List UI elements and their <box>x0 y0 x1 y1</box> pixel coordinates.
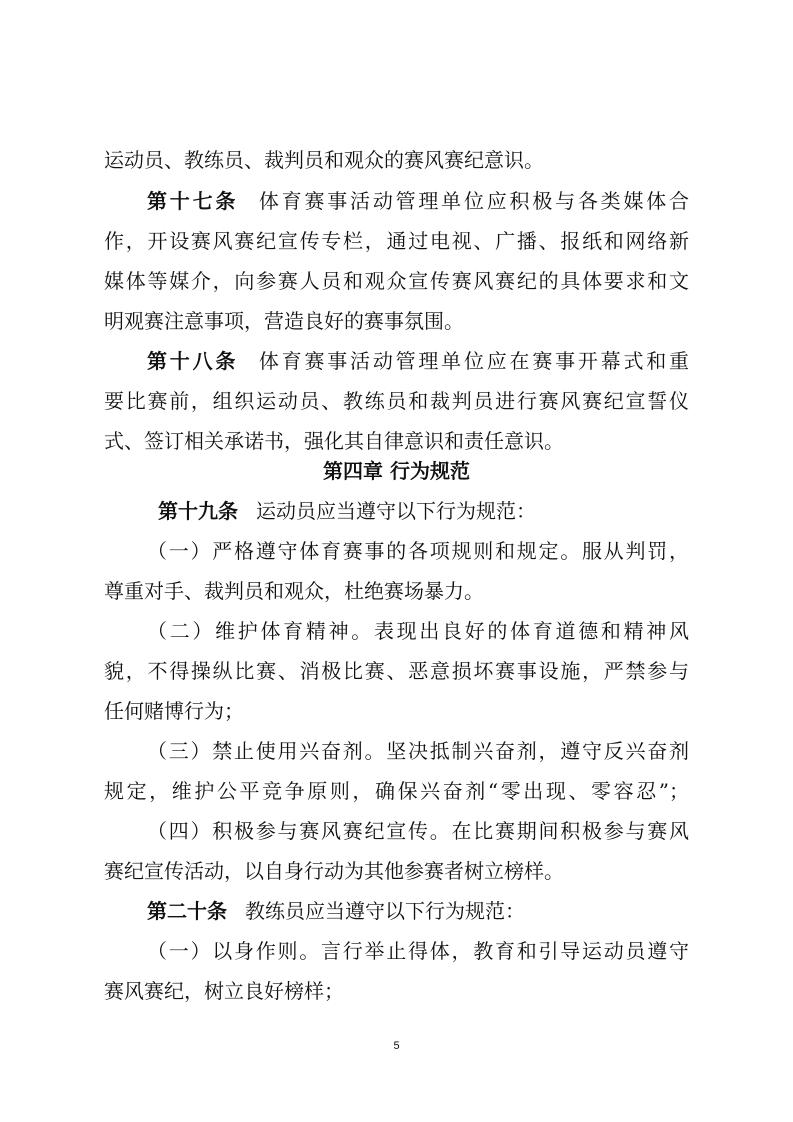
paragraph-line: 规定，维护公平竞争原则，确保兴奋剂“零出现、零容忍”； <box>104 779 689 803</box>
paragraph-line: 式、签订相关承诺书，强化其自律意识和责任意识。 <box>104 429 564 453</box>
page-number: 5 <box>393 1040 400 1052</box>
chapter-title: 第四章 行为规范 <box>323 459 470 483</box>
paragraph-line: （二）维护体育精神。表现出良好的体育道德和精神风 <box>147 619 689 643</box>
paragraph-line: （四）积极参与赛风赛纪宣传。在比赛期间积极参与赛风 <box>147 819 689 843</box>
paragraph-line: 赛风赛纪，树立良好榜样； <box>104 979 344 1003</box>
paragraph-line: 作，开设赛风赛纪宣传专栏，通过电视、广播、报纸和网络新 <box>104 229 689 253</box>
paragraph-line: 运动员、教练员、裁判员和观众的赛风赛纪意识。 <box>104 148 544 172</box>
paragraph-line: （三）禁止使用兴奋剂。坚决抵制兴奋剂，遵守反兴奋剂 <box>147 739 689 763</box>
article-20-line <box>147 899 689 923</box>
article-17-heading: 第十七条 <box>147 189 239 213</box>
paragraph-line: 赛纪宣传活动，以自身行动为其他参赛者树立榜样。 <box>104 859 564 883</box>
article-19-line <box>158 499 689 523</box>
article-18-line <box>147 349 689 373</box>
article-17-line <box>147 189 689 213</box>
paragraph-line: 貌，不得操纵比赛、消极比赛、恶意损坏赛事设施，严禁参与 <box>104 659 689 683</box>
paragraph-line: 要比赛前，组织运动员、教练员和裁判员进行赛风赛纪宣誓仪 <box>104 389 689 413</box>
paragraph-line: 明观赛注意事项，营造良好的赛事氛围。 <box>104 309 464 333</box>
article-18-heading: 第十八条 <box>147 349 239 373</box>
paragraph-line: （一）严格遵守体育赛事的各项规则和规定。服从判罚， <box>147 539 689 563</box>
paragraph-line: 任何赌博行为； <box>104 699 244 723</box>
article-19-heading: 第十九条 <box>158 499 238 523</box>
paragraph-line: 体育赛事活动管理单位应在赛事开幕式和重 <box>256 349 690 373</box>
paragraph-line: （一）以身作则。言行举止得体，教育和引导运动员遵守 <box>147 939 689 963</box>
paragraph-line: 教练员应当遵守以下行为规范： <box>245 899 525 923</box>
paragraph-line: 体育赛事活动管理单位应积极与各类媒体合 <box>256 189 690 213</box>
article-20-heading: 第二十条 <box>147 899 227 923</box>
paragraph-line: 运动员应当遵守以下行为规范： <box>256 499 536 523</box>
paragraph-line: 媒体等媒介，向参赛人员和观众宣传赛风赛纪的具体要求和文 <box>104 269 689 293</box>
paragraph-line: 尊重对手、裁判员和观众，杜绝赛场暴力。 <box>104 579 484 603</box>
